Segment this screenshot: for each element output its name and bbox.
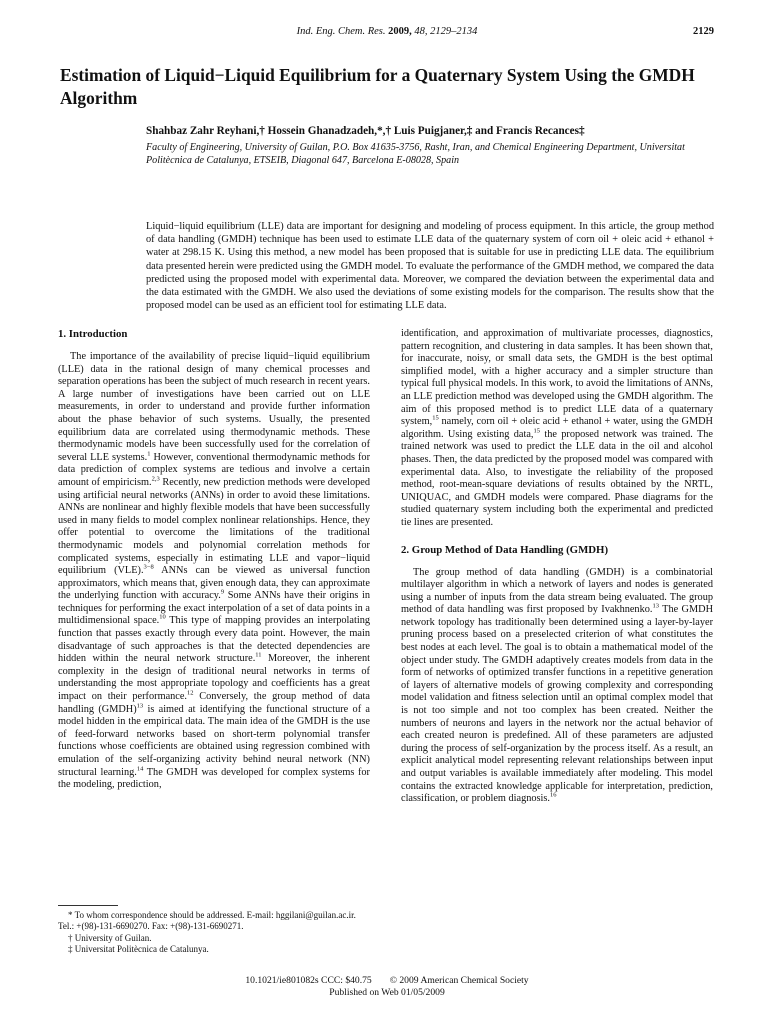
gmdh-paragraph: The group method of data handling (GMDH) is a combinatorial multilayer algorithm in which a network of layers and nodes is generated using a number of inputs from the data stream being evaluated. The group method of data handling was first proposed by Ivakhnenko.$^{13}$ The GMDH network topology has traditionally been determined using a layer-by-layer pruning process based on a preselected criterion of what constitutes the best nodes at each level. The goal is to obtain a mathematical model of the object under study. The GMDH adaptively creates models from data in the form of networks of optimized transfer functions in a repetitive generation of layers of alternative models of growing complexity and corresponding model validation and fitness selection until an optimal complex model that is not too simple and not too complex has been created. Neither the numbers of neurons and layers in the network nor the actual behavior of each created neuron is predefined. All of these parameters are adjusted during the process of self-organization by the process itself. As a result, an explicit analytical model representing relevant relationships between input and output variables is available immediately after modeling. This model contains the extracted knowledge applicable for interpretation, prediction, classification, or problem diagnosis.$^{16}$ bbox=[401, 566, 714, 805]
journal-year: 2009, bbox=[388, 26, 412, 37]
citation: 15 bbox=[533, 427, 541, 435]
citation: 11 bbox=[255, 651, 262, 659]
section-heading-introduction: 1. Introduction bbox=[58, 328, 128, 340]
doi-and-price: 10.1021/ie801082s CCC: $40.75 bbox=[245, 975, 372, 986]
page-number: 2129 bbox=[693, 26, 714, 37]
footnote-correspondence: * To whom correspondence should be addressed. E-mail: hggilani@guilan.ac.ir. Tel.: +(98)-131-6690270. Fax: +(98)-131-6690271. bbox=[58, 910, 356, 932]
citation: 9 bbox=[220, 588, 225, 596]
footnote-divider bbox=[58, 905, 118, 906]
citation: 3−8 bbox=[143, 563, 154, 571]
footnotes bbox=[58, 910, 370, 956]
publication-date: Published on Web 01/05/2009 bbox=[329, 987, 445, 998]
journal-name: Ind. Eng. Chem. Res. bbox=[296, 26, 386, 37]
citation: 13 bbox=[652, 602, 659, 610]
article-title: Estimation of Liquid−Liquid Equilibrium for a Quaternary System Using the GMDH Algorithm bbox=[60, 65, 695, 108]
author-list: Shahbaz Zahr Reyhani,† Hossein Ghanadzadeh,*,† Luis Puigjaner,‡ and Francis Recances‡ bbox=[146, 125, 585, 137]
journal-pages: 2129–2134 bbox=[430, 26, 478, 37]
citation: 16 bbox=[550, 791, 557, 799]
section-heading-gmdh: 2. Group Method of Data Handling (GMDH) bbox=[401, 543, 609, 556]
footnote-affil-2: ‡ Universitat Politècnica de Catalunya. bbox=[68, 944, 209, 955]
running-header bbox=[60, 26, 714, 42]
page-footer bbox=[60, 975, 714, 999]
citation: 15 bbox=[432, 414, 439, 422]
citation: 13 bbox=[136, 702, 144, 710]
abstract: Liquid−liquid equilibrium (LLE) data are important for designing and modeling of process equipment. In this article, the group method of data handling (GMDH) technique has been used to estimate LLE data of the quaternary system of corn oil + oleic acid + ethanol + water at 298.15 K. Using this method, a new model has been proposed that is suitable for use in predicting LLE data. The equilibrium data presented herein were predicted using the GMDH model. To evaluate the performance of the GMDH method, we compared the data predicted using the proposed model with experimental data. Moreover, we compared the deviation between the experimental data and the data estimated with the GMDH. We also used the deviations of some existing models for the comparison. The results show that the proposed model can be used as an efficient tool for estimating LLE data. bbox=[146, 221, 714, 312]
citation: 2,3 bbox=[151, 475, 160, 483]
citation: 14 bbox=[136, 765, 144, 773]
copyright: © 2009 American Chemical Society bbox=[389, 975, 529, 986]
introduction-paragraph-continued: identification, and approximation of multivariate processes, diagnostics, pattern recognition, and clustering in data samples. It has been shown that, for inaccurate, noisy, or small data sets, the GMDH is the best optimal simplified model, with a higher accuracy and a simpler structure than typical full physical models. In this work, to avoid the limitations of ANNs, an LLE prediction method was developed using the GMDH algorithm. The aim of this proposed method is to predict LLE data of a quaternary system,$^{15}$ namely, corn oil + oleic acid + ethanol + water, using the GMDH algorithm. Using existing data,$^{15}$ the proposed network was trained. The trained network was used to predict the LLE data in the oil and alcohol phases. Then, the data predicted by the proposed model was compared with experimental data. Also, to investigate the reliability of the proposed method, root-mean-square deviations of results obtained by the NRTL, UNIQUAC, and GMDH models were compared. Phase diagrams for the studied quaternary system including both the experimental and predicted tie lines are presented. bbox=[401, 328, 714, 528]
citation: 10 bbox=[159, 614, 166, 622]
affiliations: Faculty of Engineering, University of Guilan, P.O. Box 41635-3756, Rasht, Iran, and Chemical Engineering Department, Universitat Politècnica de Catalunya, ETSEIB, Diagonal 647, Barcelona E-08028, Spain bbox=[146, 142, 685, 166]
introduction-paragraph: The importance of the availability of precise liquid−liquid equilibrium (LLE) data in the rational design of many chemical processes and separation operations has been the subject of much research in recent years. A large number of investigations have been carried out on LLE measurements, in order to understand and provide further information about the phase behavior of such systems. Usually, the presented equilibrium data are correlated using thermodynamic methods. These thermodynamic models have been successfully used for the correlation of several LLE systems.$^1$ However, conventional thermodynamic methods for data prediction of complex systems are tedious and involve a certain amount of empiricism.$^{2,3}$ Recently, new prediction methods were developed using artificial neural networks (ANNs) in order to avoid these limitations. ANNs are nonlinear and highly flexible models that have been successfully used in many fields to model complex nonlinear relationships. Hence, they offer potential to overcome the limitations of the traditional thermodynamic models and polynomial correlation methods for complicated systems, especially in estimating LLE and vapor−liquid equilibrium (VLE).$^{3-8}$ ANNs can be viewed as universal function approximators, which means that, given enough data, they can approximate the underlying function with accuracy.$^9$ Some ANNs have their origins in techniques for performing the exact interpolation of a set of data points in a multidimensional space.$^{10}$ This type of mapping provides an interpolating function that passes exactly through every data point. However, the main disadvantage of such approaches is that the detected dependencies are hidden within the neural network structure.$^{11}$ Moreover, the inherent complexity in the design of traditional neural networks in terms of understanding the most appropriate topology and coefficients has a great impact on their performance.$^{12}$ Conversely, the group method of data handling (GMDH)$^{13}$ is aimed at identifying the functional structure of a model hidden in the empirical data. The main idea of the GMDH is the use of feed-forward networks based on short-term polynomial transfer functions whose coefficients are obtained using regression combined with emulation of the self-organizing activity behind neural network (NN) structural learning.$^{14}$ The GMDH was developed for complex systems for the modeling, prediction, bbox=[58, 351, 371, 791]
citation: 12 bbox=[187, 689, 194, 697]
journal-volume: 48, bbox=[414, 26, 428, 37]
left-column bbox=[58, 328, 370, 792]
footnote-affil-1: † University of Guilan. bbox=[68, 932, 152, 943]
journal-citation bbox=[60, 26, 714, 37]
citation: 1 bbox=[147, 450, 151, 458]
right-column bbox=[401, 328, 713, 806]
